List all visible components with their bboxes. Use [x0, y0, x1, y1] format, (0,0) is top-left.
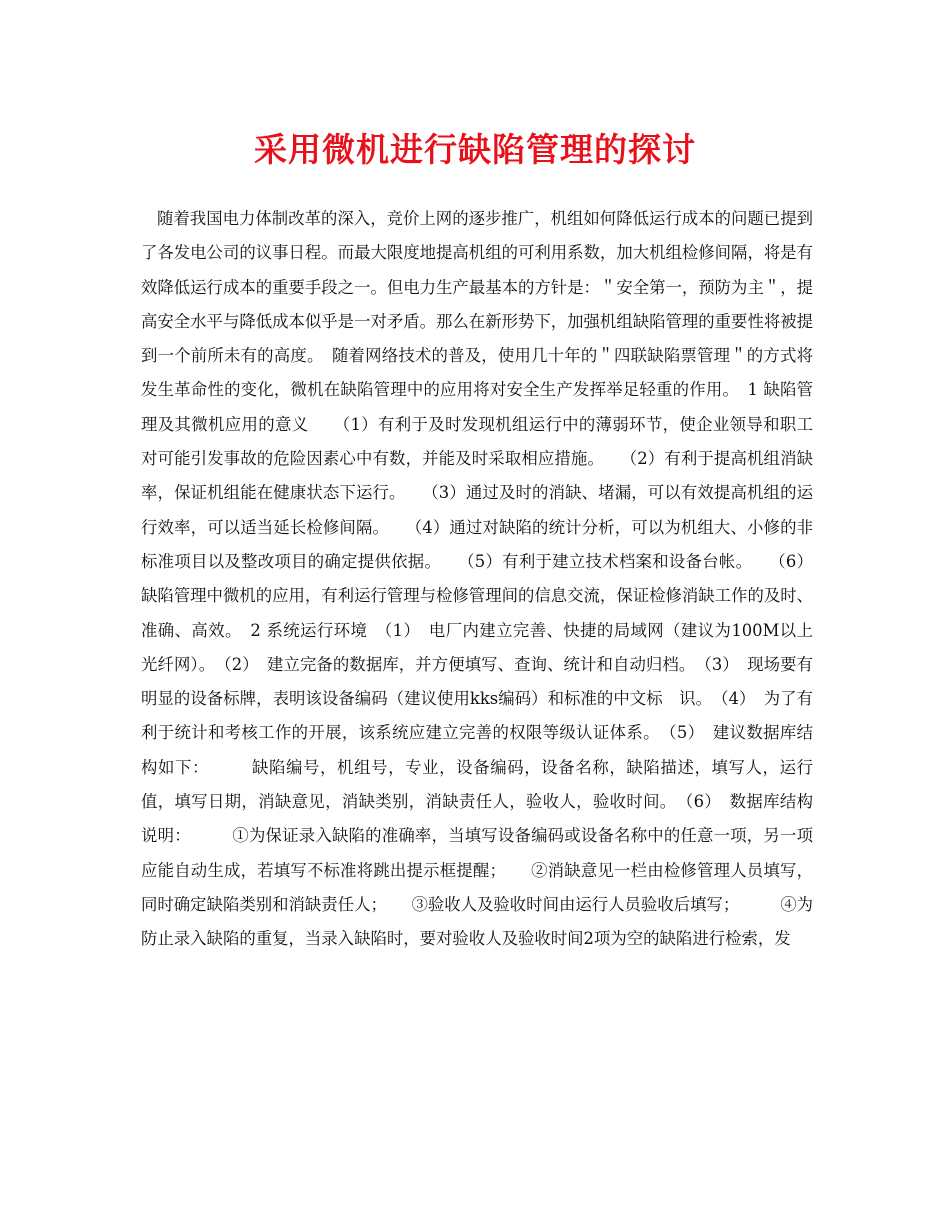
body-paragraph: 随着我国电力体制改革的深入，竞价上网的逐步推广，机组如何降低运行成本的问题已提到了各发电公司的议事日程。而最大限度地提高机组的可利用系数，加大机组检修间隔，将是有效降低运行成本的重要手段之一。但电力生产最基本的方针是：＂安全第一，预防为主＂，提高安全水平与降低成本似乎是一对矛盾。那么在新形势下，加强机组缺陷管理的重要性将被提到一个前所未有的高度。 随着网络技术的普及，使用几十年的＂四联缺陷票管理＂的方式将发生革命性的变化，微机在缺陷管理中的应用将对安全生产发挥举足轻重的作用。 1 缺陷管理及其微机应用的意义 （1）有利于及时发现机组运行中的薄弱环节，使企业领导和职工对可能引发事故的危险因素心中有数，并能及时采取相应措施。 （2）有利于提高机组消缺率，保证机组能在健康状态下运行。 （3）通过及时的消缺、堵漏，可以有效提高机组的运行效率，可以适当延长检修间隔。 （4）通过对缺陷的统计分析，可以为机组大、小修的非标准项目以及整改项目的确定提供依据。 （5）有利于建立技术档案和设备台帐。 （6）缺陷管理中微机的应用，有利运行管理与检修管理间的信息交流，保证检修消缺工作的及时、准确、高效。 2 系统运行环境 （1） 电厂内建立完善、快捷的局域网（建议为100M以上光纤网）。 （2） 建立完备的数据库，并方便填写、查询、统计和自动归档。 （3） 现场要有明显的设备标牌，表明该设备编码（建议使用kks编码）和标准的中文标 识。 （4） 为了有利于统计和考核工作的开展，该系统应建立完善的权限等级认证体系。 （5） 建议数据库结构如下： 缺陷编号，机组号，专业，设备编码，设备名称，缺陷描述，填写人，运行值，填写日期，消缺意见，消缺类别，消缺责任人，验收人，验收时间。 （6） 数据库结构说明： ①为保证录入缺陷的准确率，当填写设备编码或设备名称中的任意一项，另一项应能自动生成，若填写不标准将跳出提示框提醒； ②消缺意见一栏由检修管理人员填写，同时确定缺陷类别和消缺责任人； ③验收人及验收时间由运行人员验收后填写； ④为防止录入缺陷的重复，当录入缺陷时，要对验收人及验收时间2项为空的缺陷进行检索，发 — [141, 209, 814, 949]
document-body — [141, 202, 813, 957]
document-title: 采用微机进行缺陷管理的探讨 — [254, 130, 696, 169]
